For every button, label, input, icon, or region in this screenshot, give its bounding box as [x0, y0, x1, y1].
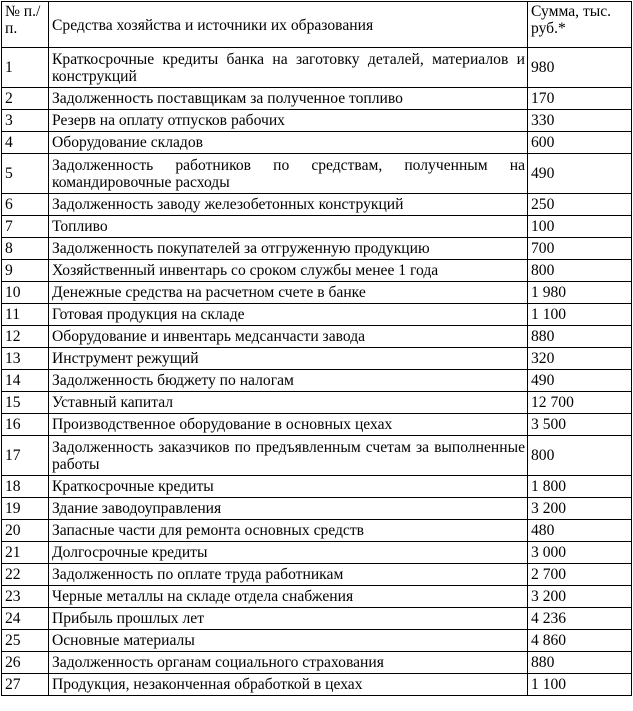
row-description: Задолженность заводу железобетонных конструкций: [49, 194, 528, 216]
table-row: [2, 304, 632, 326]
row-description: Краткосрочные кредиты: [49, 476, 528, 498]
row-number: 5: [2, 154, 49, 194]
row-amount: 1 800: [528, 476, 632, 498]
row-amount: 330: [528, 110, 632, 132]
row-amount: 320: [528, 348, 632, 370]
row-description: Прибыль прошлых лет: [49, 608, 528, 630]
table-row: [2, 608, 632, 630]
row-amount: 3 000: [528, 542, 632, 564]
row-number: 9: [2, 260, 49, 282]
row-amount: 980: [528, 48, 632, 88]
row-amount: 800: [528, 436, 632, 476]
row-amount: 880: [528, 326, 632, 348]
row-description: Топливо: [49, 216, 528, 238]
row-number: 19: [2, 498, 49, 520]
row-amount: 3 200: [528, 586, 632, 608]
table-row: [2, 630, 632, 652]
row-number: 16: [2, 414, 49, 436]
table-row: [2, 348, 632, 370]
row-description: Продукция, незаконченная обработкой в цехах: [49, 674, 528, 696]
table-row: [2, 110, 632, 132]
row-amount: 480: [528, 520, 632, 542]
row-number: 23: [2, 586, 49, 608]
row-description: Денежные средства на расчетном счете в банке: [49, 282, 528, 304]
row-description: Здание заводоуправления: [49, 498, 528, 520]
table-row: [2, 674, 632, 696]
row-number: 1: [2, 48, 49, 88]
row-description: Задолженность поставщикам за полученное топливо: [49, 88, 528, 110]
row-description: Задолженность органам социального страхования: [49, 652, 528, 674]
row-number: 8: [2, 238, 49, 260]
row-description: Задолженность заказчиков по предъявленным счетам за выполненные работы: [49, 436, 528, 476]
row-amount: 600: [528, 132, 632, 154]
header-description: Средства хозяйства и источники их образования: [49, 2, 528, 48]
header-amount: Сумма, тыс. руб.*: [528, 2, 632, 48]
row-description: Краткосрочные кредиты банка на заготовку деталей, материалов и конструкций: [49, 48, 528, 88]
row-amount: 170: [528, 88, 632, 110]
row-amount: 490: [528, 154, 632, 194]
row-amount: 1 100: [528, 674, 632, 696]
table-row: [2, 436, 632, 476]
table-row: [2, 498, 632, 520]
table-row: [2, 586, 632, 608]
row-description: Оборудование складов: [49, 132, 528, 154]
row-amount: 4 236: [528, 608, 632, 630]
row-amount: 1 100: [528, 304, 632, 326]
table-row: [2, 238, 632, 260]
row-number: 25: [2, 630, 49, 652]
row-number: 12: [2, 326, 49, 348]
row-amount: 100: [528, 216, 632, 238]
row-number: 22: [2, 564, 49, 586]
row-description: Готовая продукция на складе: [49, 304, 528, 326]
table-row: [2, 48, 632, 88]
row-amount: 3 200: [528, 498, 632, 520]
table-row: [2, 88, 632, 110]
row-number: 27: [2, 674, 49, 696]
header-number: № п./п.: [2, 2, 49, 48]
row-number: 13: [2, 348, 49, 370]
table-row: [2, 476, 632, 498]
row-amount: 880: [528, 652, 632, 674]
table-row: [2, 194, 632, 216]
row-number: 6: [2, 194, 49, 216]
row-amount: 1 980: [528, 282, 632, 304]
row-amount: 12 700: [528, 392, 632, 414]
row-amount: 250: [528, 194, 632, 216]
table-header-row: [2, 2, 632, 48]
row-number: 21: [2, 542, 49, 564]
row-description: Задолженность бюджету по налогам: [49, 370, 528, 392]
table-row: [2, 392, 632, 414]
row-description: Запасные части для ремонта основных средств: [49, 520, 528, 542]
table-row: [2, 154, 632, 194]
row-number: 17: [2, 436, 49, 476]
row-number: 26: [2, 652, 49, 674]
table-row: [2, 326, 632, 348]
row-description: Задолженность покупателей за отгруженную продукцию: [49, 238, 528, 260]
row-description: Уставный капитал: [49, 392, 528, 414]
row-number: 18: [2, 476, 49, 498]
row-description: Основные материалы: [49, 630, 528, 652]
row-description: Задолженность работников по средствам, полученным на командировочные расходы: [49, 154, 528, 194]
row-number: 3: [2, 110, 49, 132]
row-amount: 4 860: [528, 630, 632, 652]
row-number: 14: [2, 370, 49, 392]
row-description: Производственное оборудование в основных цехах: [49, 414, 528, 436]
balance-items-table: [1, 1, 632, 696]
row-description: Резерв на оплату отпусков рабочих: [49, 110, 528, 132]
table-row: [2, 520, 632, 542]
table-row: [2, 652, 632, 674]
table-row: [2, 260, 632, 282]
row-number: 4: [2, 132, 49, 154]
row-amount: 490: [528, 370, 632, 392]
row-number: 11: [2, 304, 49, 326]
row-description: Черные металлы на складе отдела снабжения: [49, 586, 528, 608]
row-amount: 700: [528, 238, 632, 260]
table-row: [2, 370, 632, 392]
row-number: 10: [2, 282, 49, 304]
row-description: Хозяйственный инвентарь со сроком службы менее 1 года: [49, 260, 528, 282]
table-row: [2, 132, 632, 154]
row-description: Инструмент режущий: [49, 348, 528, 370]
row-description: Долгосрочные кредиты: [49, 542, 528, 564]
row-amount: 3 500: [528, 414, 632, 436]
row-number: 15: [2, 392, 49, 414]
row-number: 24: [2, 608, 49, 630]
row-description: Оборудование и инвентарь медсанчасти завода: [49, 326, 528, 348]
row-amount: 800: [528, 260, 632, 282]
table-row: [2, 282, 632, 304]
table-row: [2, 564, 632, 586]
row-amount: 2 700: [528, 564, 632, 586]
row-description: Задолженность по оплате труда работникам: [49, 564, 528, 586]
table-row: [2, 414, 632, 436]
table-row: [2, 542, 632, 564]
row-number: 20: [2, 520, 49, 542]
row-number: 2: [2, 88, 49, 110]
row-number: 7: [2, 216, 49, 238]
table-row: [2, 216, 632, 238]
